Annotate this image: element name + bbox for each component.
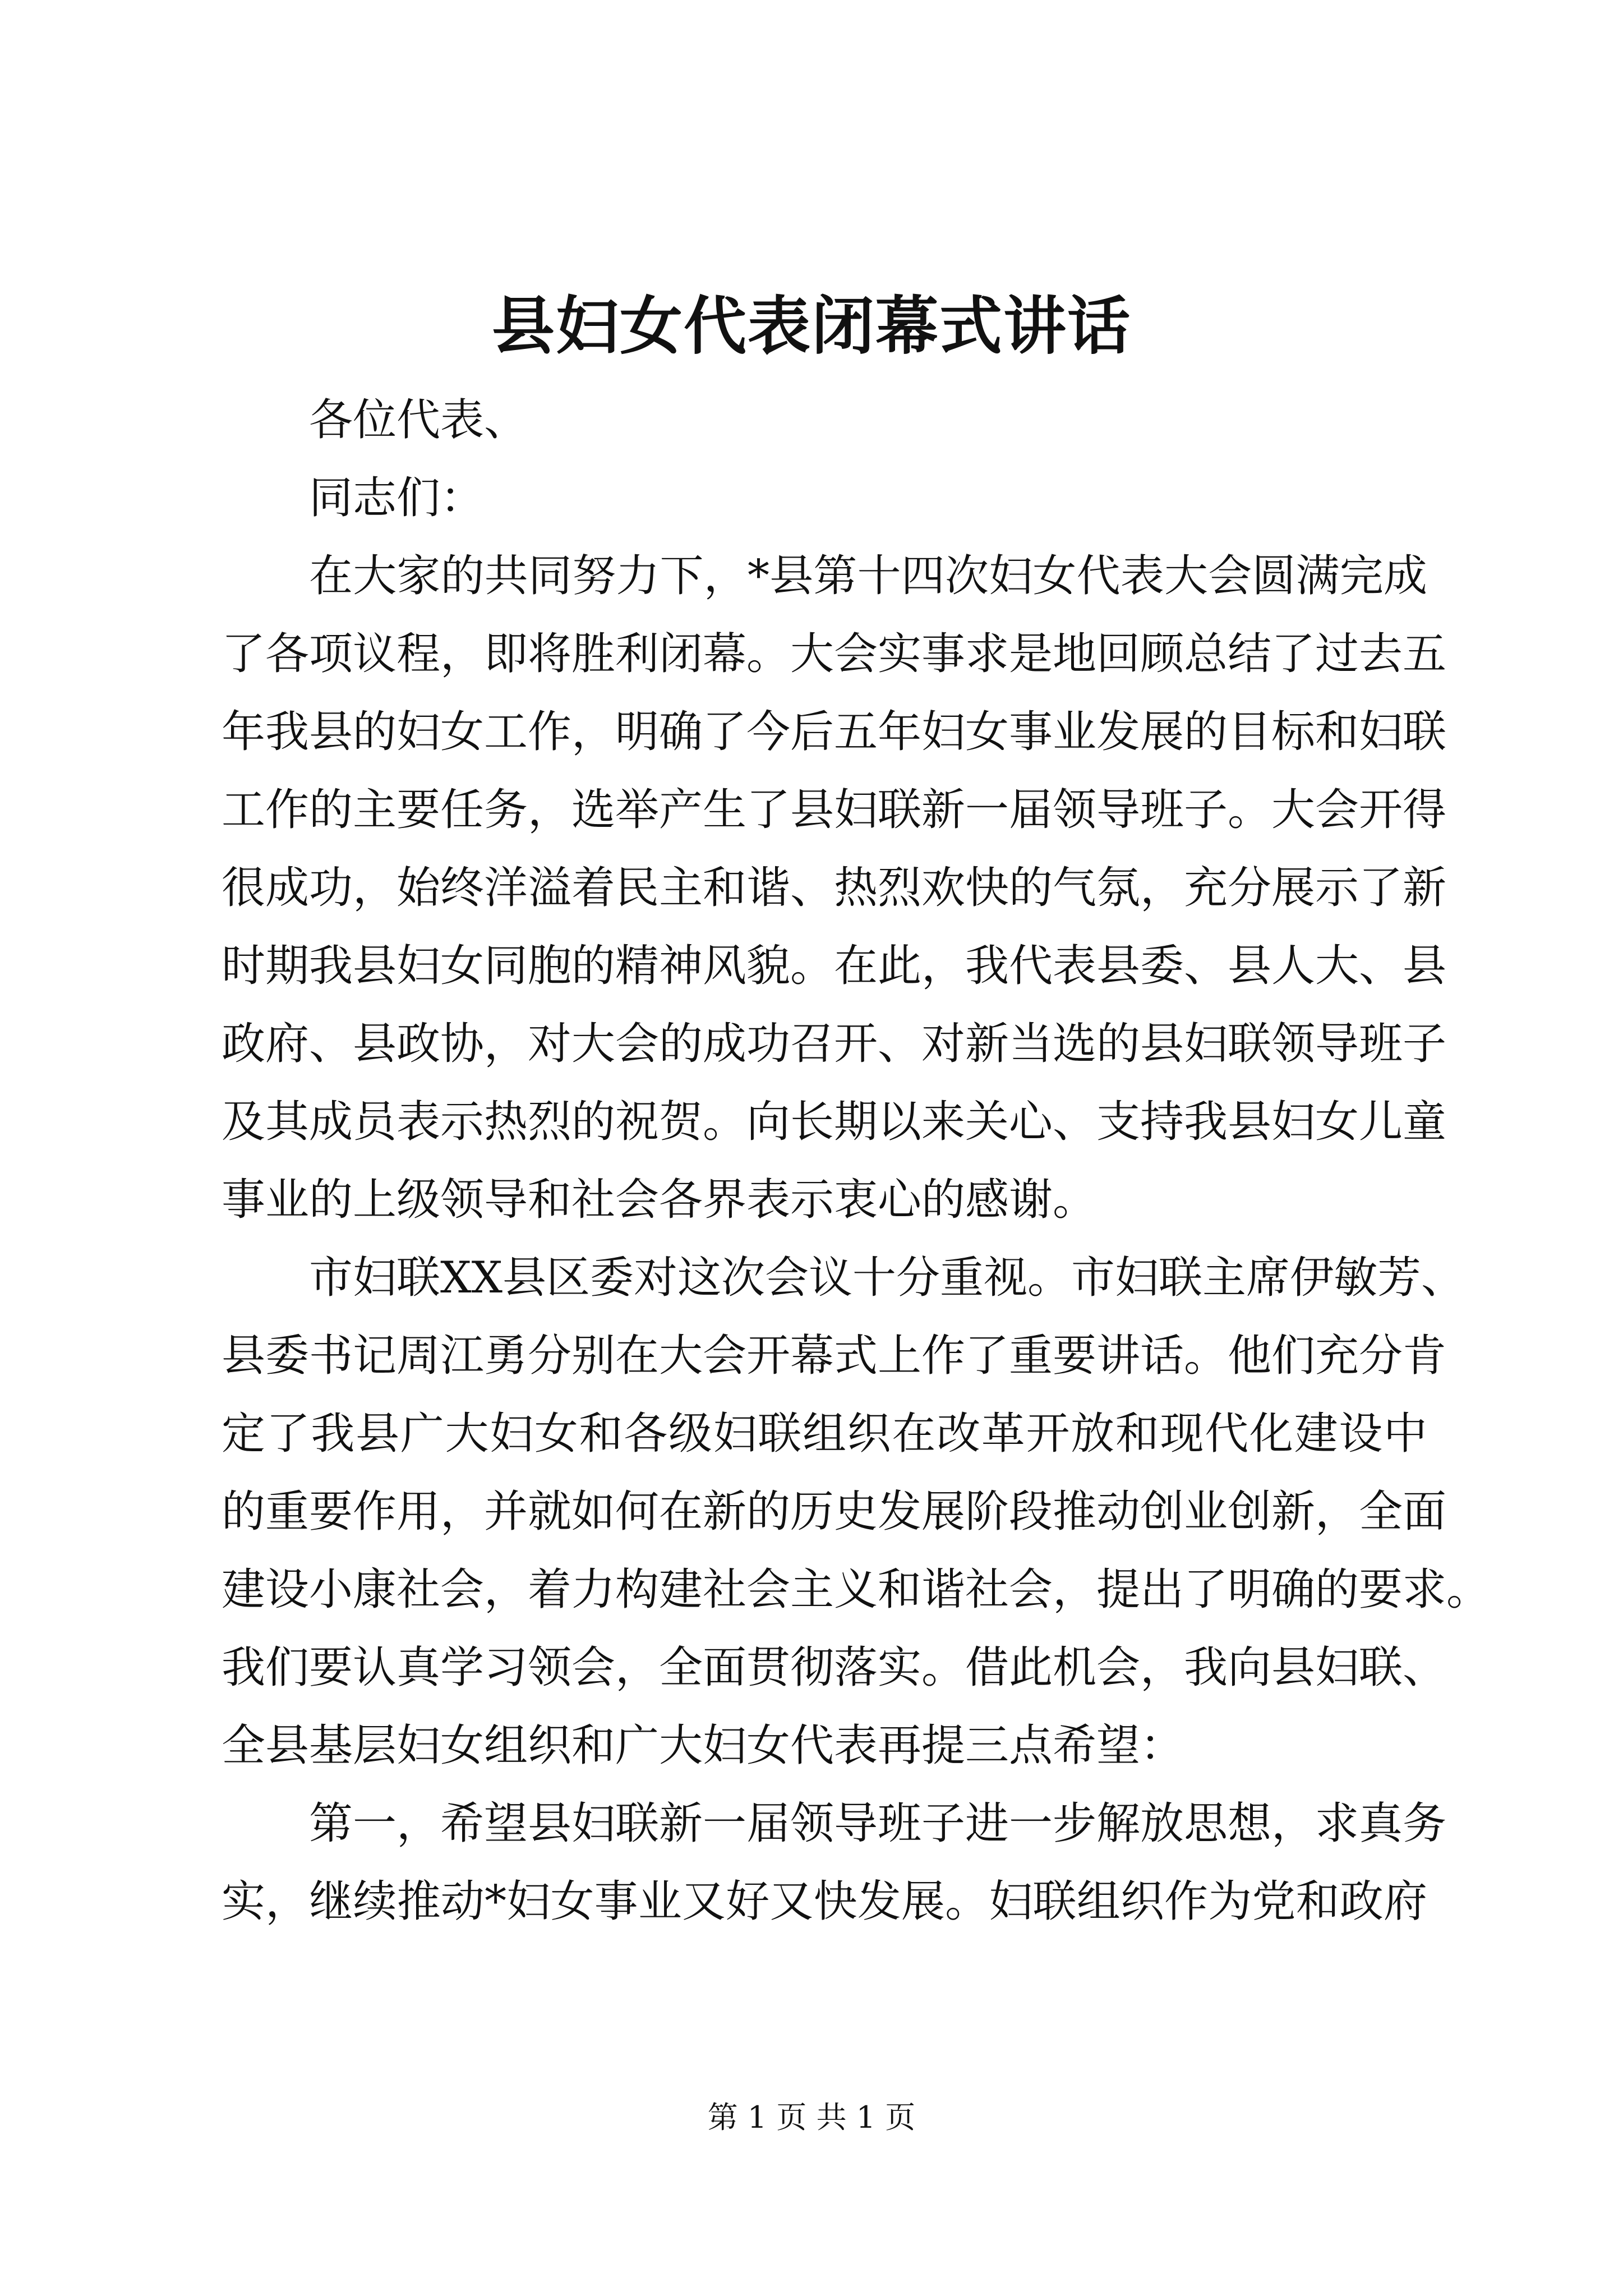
body-line: 第一，希望县妇联新一届领导班子进一步解放思想，求真务 bbox=[309, 1798, 1447, 1849]
body-line: 全县基层妇女组织和广大妇女代表再提三点希望： bbox=[222, 1720, 1184, 1771]
body-line: 及其成员表示热烈的祝贺。向长期以来关心、支持我县妇女儿童 bbox=[222, 1097, 1447, 1147]
body-line: 实，继续推动*妇女事业又好又快发展。妇联组织作为党和政府 bbox=[222, 1876, 1427, 1927]
page-footer: 第 1 页 共 1 页 bbox=[707, 2100, 916, 2135]
body-line: 政府、县政协，对大会的成功召开、对新当选的县妇联领导班子 bbox=[222, 1019, 1447, 1069]
body-line: 的重要作用，并就如何在新的历史发展阶段推动创业创新，全面 bbox=[222, 1487, 1447, 1537]
body-line: 市妇联XX县区委对这次会议十分重视。市妇联主席伊敏芳、 bbox=[309, 1253, 1465, 1303]
body-line: 定了我县广大妇女和各级妇联组织在改革开放和现代化建设中 bbox=[222, 1409, 1427, 1459]
body-line: 各位代表、 bbox=[309, 395, 528, 445]
body-line: 我们要认真学习领会，全面贯彻落实。借此机会，我向县妇联、 bbox=[222, 1642, 1447, 1693]
body-line: 事业的上级领导和社会各界表示衷心的感谢。 bbox=[222, 1175, 1097, 1225]
body-line: 同志们： bbox=[309, 473, 485, 523]
body-line: 县委书记周江勇分别在大会开幕式上作了重要讲话。他们充分肯 bbox=[222, 1331, 1447, 1381]
document-title: 县妇女代表闭幕式讲话 bbox=[492, 289, 1131, 363]
body-line: 时期我县妇女同胞的精神风貌。在此，我代表县委、县人大、县 bbox=[222, 941, 1447, 991]
document-body bbox=[222, 381, 1491, 1941]
body-line: 年我县的妇女工作，明确了今后五年妇女事业发展的目标和妇联 bbox=[222, 707, 1447, 757]
body-line: 了各项议程，即将胜利闭幕。大会实事求是地回顾总结了过去五 bbox=[222, 629, 1447, 679]
body-line: 工作的主要任务，选举产生了县妇联新一届领导班子。大会开得 bbox=[222, 785, 1447, 835]
body-line: 很成功，始终洋溢着民主和谐、热烈欢快的气氛，充分展示了新 bbox=[222, 863, 1447, 913]
body-line: 在大家的共同努力下，*县第十四次妇女代表大会圆满完成 bbox=[309, 551, 1427, 601]
body-line: 建设小康社会，着力构建社会主义和谐社会，提出了明确的要求。 bbox=[222, 1565, 1491, 1615]
